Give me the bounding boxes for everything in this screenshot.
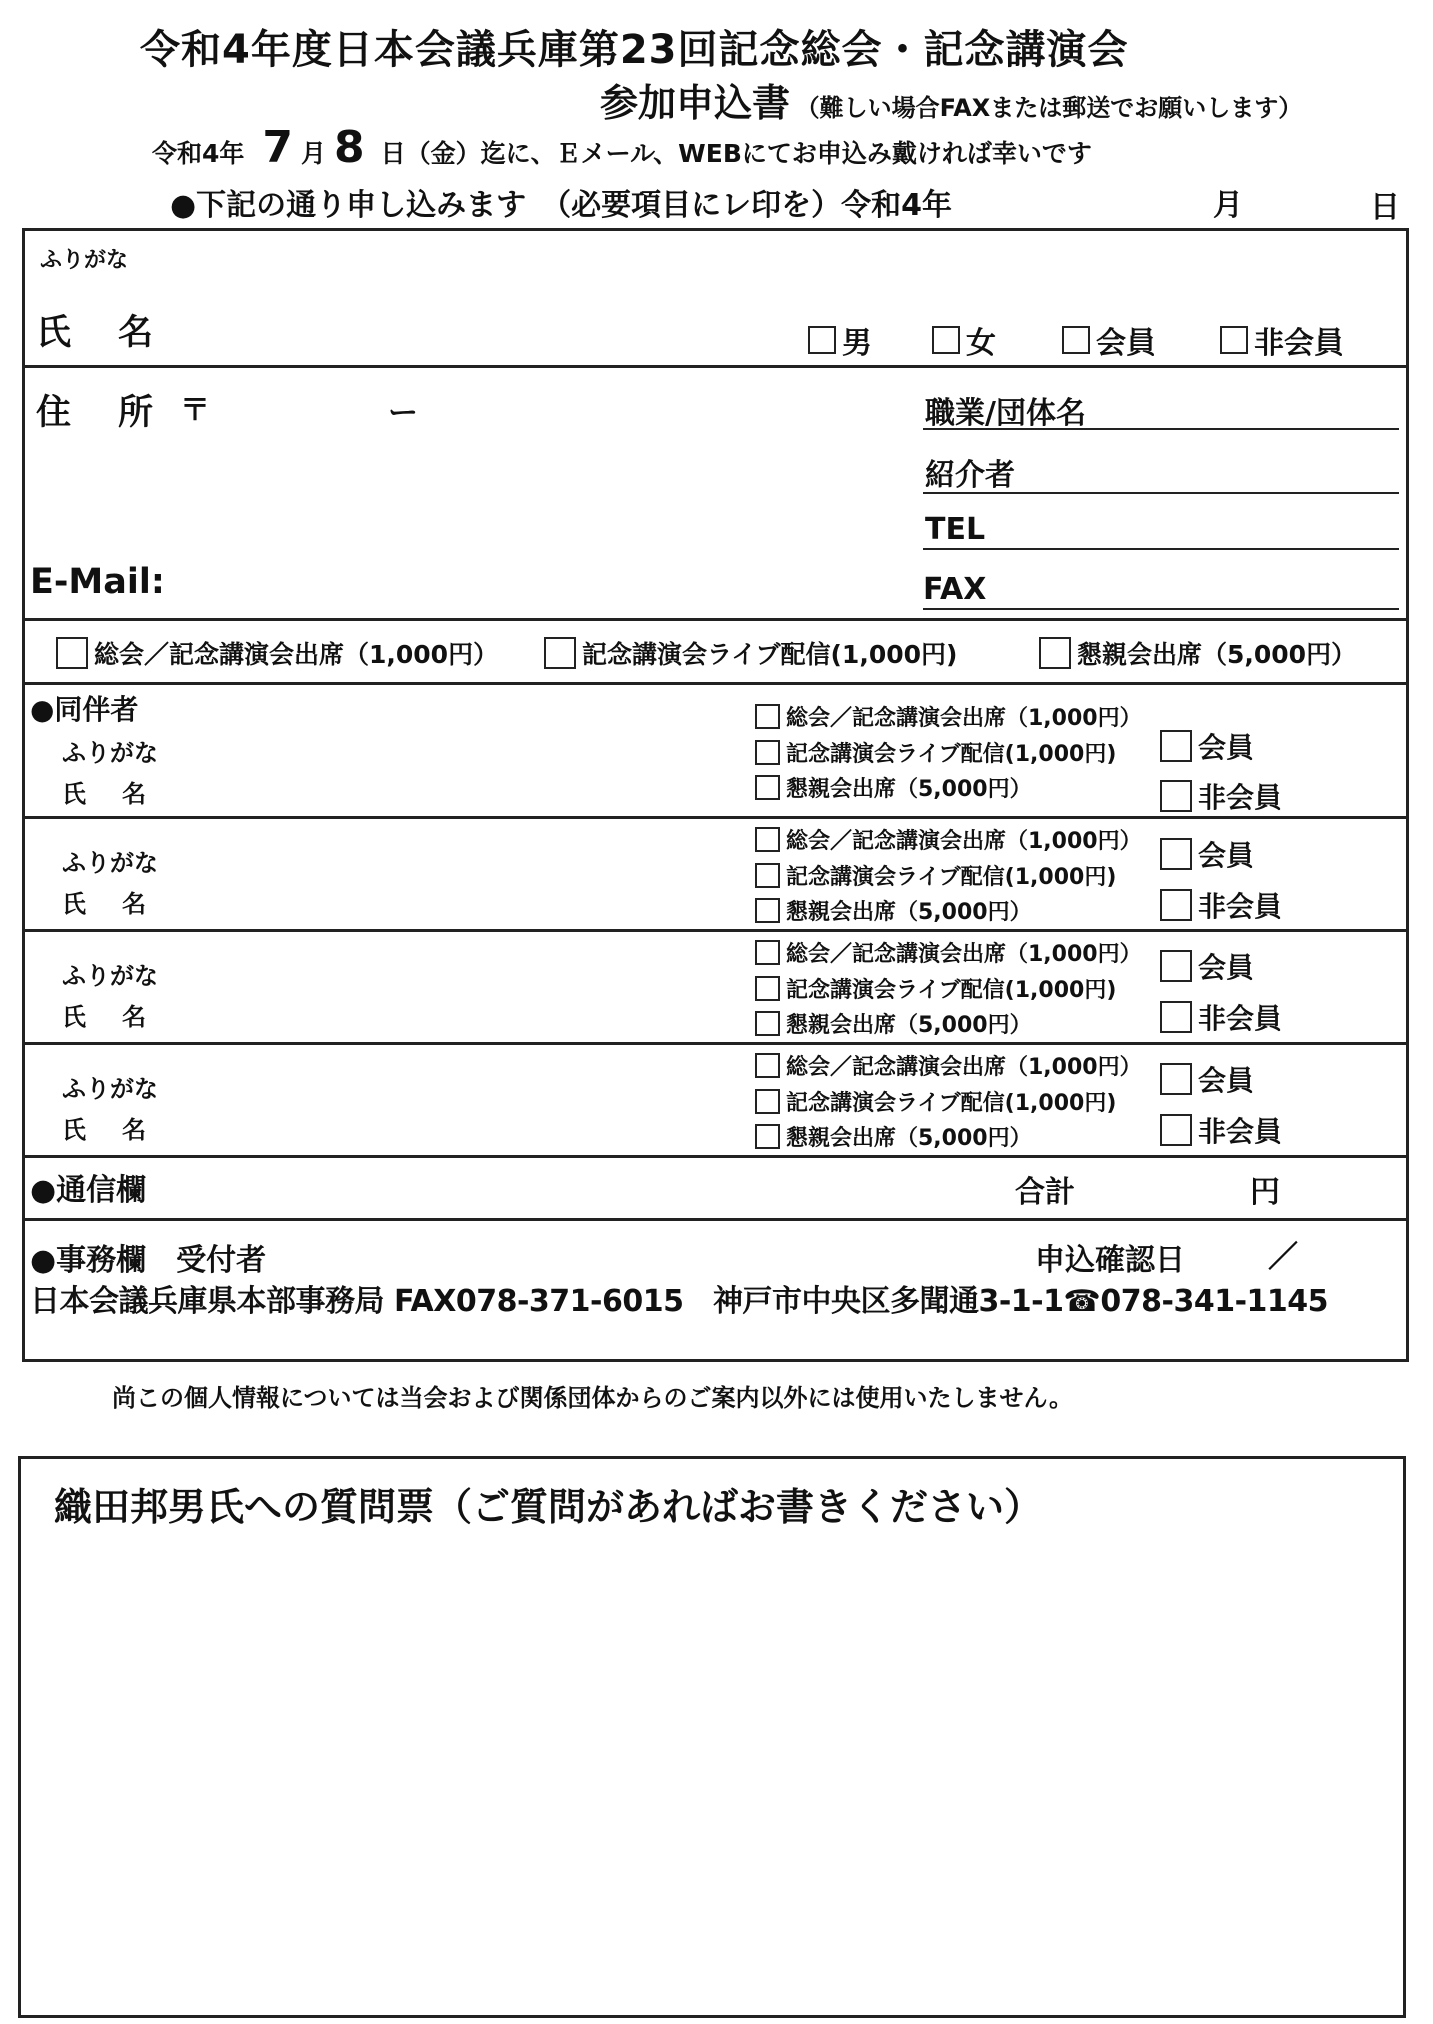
privacy-note: 尚この個人情報については当会および関係団体からのご案内以外には使用いたしません。	[112, 1384, 1073, 1412]
companion-2-non-member-label: 非会員	[1198, 890, 1283, 923]
companion-3-opt-1-checkbox[interactable]	[755, 940, 780, 965]
companion-3-opt-2	[755, 973, 1116, 1004]
male-checkbox[interactable]	[808, 326, 836, 354]
referrer-field[interactable]	[923, 492, 1399, 494]
tel-label: TEL	[925, 512, 986, 547]
companion-2-furigana: ふりがな	[62, 849, 158, 877]
companion-3-opt-2-label: 記念講演会ライブ配信(1,000円)	[786, 978, 1117, 1003]
non-member-option	[1220, 318, 1344, 362]
office-label: ●事務欄 受付者	[30, 1243, 267, 1278]
occupation-field[interactable]	[923, 428, 1399, 430]
companion-2-non-member	[1160, 885, 1282, 925]
companion-2-name-label: 氏 名	[62, 890, 152, 918]
companion-3-opt-1-label: 総会／記念講演会出席（1,000円）	[786, 942, 1142, 967]
confirm-date-slash: ／	[1268, 1240, 1298, 1275]
attendance-checkbox-1[interactable]	[56, 637, 88, 669]
companion-4-opt-3-checkbox[interactable]	[755, 1124, 780, 1149]
companion-4-member-checkbox[interactable]	[1160, 1063, 1192, 1095]
attendance-option-2	[544, 635, 957, 671]
deadline-month: 7	[262, 122, 294, 173]
companion-2-opt-3	[755, 895, 1032, 926]
deadline-month-label: 月	[301, 139, 327, 168]
companion-1-name-label: 氏 名	[62, 780, 152, 808]
companion-2-non-member-checkbox[interactable]	[1160, 889, 1192, 921]
postal-mark: 〒	[180, 393, 210, 428]
attendance-checkbox-2[interactable]	[544, 637, 576, 669]
divider	[22, 618, 1409, 621]
companion-4-opt-3	[755, 1121, 1032, 1152]
attendance-label-3: 懇親会出席（5,000円）	[1077, 640, 1357, 669]
confirm-date-label: 申込確認日	[1035, 1243, 1185, 1278]
apply-line: ●下記の通り申し込みます （必要項目にレ印を）令和4年	[170, 188, 953, 223]
companion-1-member	[1160, 726, 1254, 766]
question-title: 織田邦男氏への質問票（ご質問があればお書きください）	[54, 1485, 1043, 1529]
companion-1-non-member	[1160, 776, 1282, 816]
companion-3-non-member-label: 非会員	[1198, 1002, 1283, 1035]
female-label: 女	[966, 326, 996, 361]
form-subtitle: 参加申込書	[600, 81, 791, 125]
companion-3-opt-3-checkbox[interactable]	[755, 1011, 780, 1036]
attendance-checkbox-3[interactable]	[1039, 637, 1071, 669]
fax-label: FAX	[923, 572, 987, 607]
companion-2-opt-2	[755, 860, 1116, 891]
companion-2-opt-3-label: 懇親会出席（5,000円）	[786, 900, 1032, 925]
member-checkbox[interactable]	[1062, 326, 1090, 354]
companion-2-opt-2-checkbox[interactable]	[755, 863, 780, 888]
companion-2-member-checkbox[interactable]	[1160, 838, 1192, 870]
companion-3-furigana: ふりがな	[62, 962, 158, 990]
companion-4-non-member-checkbox[interactable]	[1160, 1114, 1192, 1146]
gender-male-option	[808, 318, 872, 362]
companion-4-furigana: ふりがな	[62, 1075, 158, 1103]
divider	[22, 365, 1409, 368]
attendance-label-1: 総会／記念講演会出席（1,000円）	[94, 640, 499, 669]
companion-4-name-label: 氏 名	[62, 1116, 152, 1144]
companion-3-opt-3	[755, 1008, 1032, 1039]
gender-female-option	[932, 318, 996, 362]
non-member-label: 非会員	[1254, 326, 1344, 361]
furigana-label: ふりがな	[40, 248, 129, 273]
companion-4-opt-2-label: 記念講演会ライブ配信(1,000円)	[786, 1091, 1117, 1116]
address-label: 住 所	[36, 393, 160, 433]
postal-dash: ー	[388, 396, 418, 431]
member-option	[1062, 318, 1156, 362]
companion-1-opt-2-label: 記念講演会ライブ配信(1,000円)	[786, 742, 1117, 767]
male-label: 男	[842, 326, 872, 361]
attendance-label-2: 記念講演会ライブ配信(1,000円)	[582, 640, 958, 669]
companion-3-non-member	[1160, 997, 1282, 1037]
total-label: 合計	[1015, 1175, 1075, 1210]
divider	[22, 682, 1409, 685]
communication-label: ●通信欄	[30, 1173, 147, 1208]
companion-1-opt-3-label: 懇親会出席（5,000円）	[786, 777, 1032, 802]
companion-2-member	[1160, 834, 1254, 874]
companion-4-non-member-label: 非会員	[1198, 1115, 1283, 1148]
companion-2-opt-1	[755, 824, 1142, 855]
companion-3-name-label: 氏 名	[62, 1003, 152, 1031]
question-box[interactable]	[18, 1456, 1406, 2018]
companion-4-member	[1160, 1059, 1254, 1099]
companion-3-opt-3-label: 懇親会出席（5,000円）	[786, 1013, 1032, 1038]
companion-4-opt-1-label: 総会／記念講演会出席（1,000円）	[786, 1055, 1142, 1080]
companion-3-member-label: 会員	[1198, 951, 1255, 984]
email-label: E-Mail:	[30, 562, 165, 602]
form-title: 令和4年度日本会議兵庫第23回記念総会・記念講演会	[140, 27, 1129, 73]
companion-2-opt-3-checkbox[interactable]	[755, 898, 780, 923]
companion-4-opt-2	[755, 1086, 1116, 1117]
deadline-line	[152, 122, 1092, 173]
occupation-label: 職業/団体名	[925, 396, 1086, 431]
companion-3-member-checkbox[interactable]	[1160, 950, 1192, 982]
office-address: 日本会議兵庫県本部事務局 FAX078-371-6015 神戸市中央区多聞通3-1-1☎078-341-1145	[30, 1284, 1329, 1319]
divider	[22, 1042, 1409, 1045]
submission-note: （難しい場合FAXまたは郵送でお願いします）	[795, 94, 1303, 122]
referrer-label: 紹介者	[925, 458, 1015, 493]
divider	[22, 816, 1409, 819]
subtitle-row	[600, 72, 1302, 127]
companion-1-furigana: ふりがな	[62, 739, 158, 767]
companions-label: ●同伴者	[30, 693, 139, 726]
companion-4-opt-1	[755, 1050, 1142, 1081]
deadline-era: 令和4年	[152, 139, 245, 168]
companion-3-opt-1	[755, 937, 1142, 968]
companion-4-opt-1-checkbox[interactable]	[755, 1053, 780, 1078]
companion-1-non-member-checkbox[interactable]	[1160, 780, 1192, 812]
deadline-day: 8	[334, 122, 365, 173]
companion-4-non-member	[1160, 1110, 1282, 1150]
companion-1-opt-1-checkbox[interactable]	[755, 704, 780, 729]
name-label: 氏 名	[36, 313, 160, 353]
companion-1-opt-1	[755, 701, 1142, 732]
apply-day: 日	[1370, 190, 1400, 225]
companion-1-non-member-label: 非会員	[1198, 781, 1283, 814]
companion-2-opt-1-label: 総会／記念講演会出席（1,000円）	[786, 829, 1142, 854]
divider	[22, 1155, 1409, 1158]
fax-field[interactable]	[923, 608, 1399, 610]
companion-1-opt-1-label: 総会／記念講演会出席（1,000円）	[786, 706, 1142, 731]
companion-2-member-label: 会員	[1198, 839, 1255, 872]
companion-3-opt-2-checkbox[interactable]	[755, 976, 780, 1001]
attendance-option-3	[1039, 635, 1356, 671]
member-label: 会員	[1096, 326, 1156, 361]
female-checkbox[interactable]	[932, 326, 960, 354]
companion-1-member-label: 会員	[1198, 731, 1255, 764]
companion-3-member	[1160, 946, 1254, 986]
companion-4-member-label: 会員	[1198, 1064, 1255, 1097]
tel-field[interactable]	[923, 548, 1399, 550]
attendance-option-1	[56, 635, 498, 671]
deadline-text: 日（金）迄に、Ｅメール、WEBにてお申込み戴ければ幸いです	[380, 139, 1092, 168]
divider	[22, 929, 1409, 932]
yen-label: 円	[1250, 1175, 1280, 1210]
companion-2-opt-2-label: 記念講演会ライブ配信(1,000円)	[786, 865, 1117, 890]
companion-2-opt-1-checkbox[interactable]	[755, 827, 780, 852]
divider	[22, 1218, 1409, 1221]
companion-1-opt-2	[755, 737, 1116, 768]
companion-1-opt-2-checkbox[interactable]	[755, 740, 780, 765]
companion-1-opt-3-checkbox[interactable]	[755, 775, 780, 800]
companion-1-opt-3	[755, 772, 1032, 803]
companion-4-opt-2-checkbox[interactable]	[755, 1089, 780, 1114]
non-member-checkbox[interactable]	[1220, 326, 1248, 354]
companion-3-non-member-checkbox[interactable]	[1160, 1001, 1192, 1033]
companion-4-opt-3-label: 懇親会出席（5,000円）	[786, 1126, 1032, 1151]
apply-month: 月	[1213, 188, 1243, 223]
companion-1-member-checkbox[interactable]	[1160, 730, 1192, 762]
